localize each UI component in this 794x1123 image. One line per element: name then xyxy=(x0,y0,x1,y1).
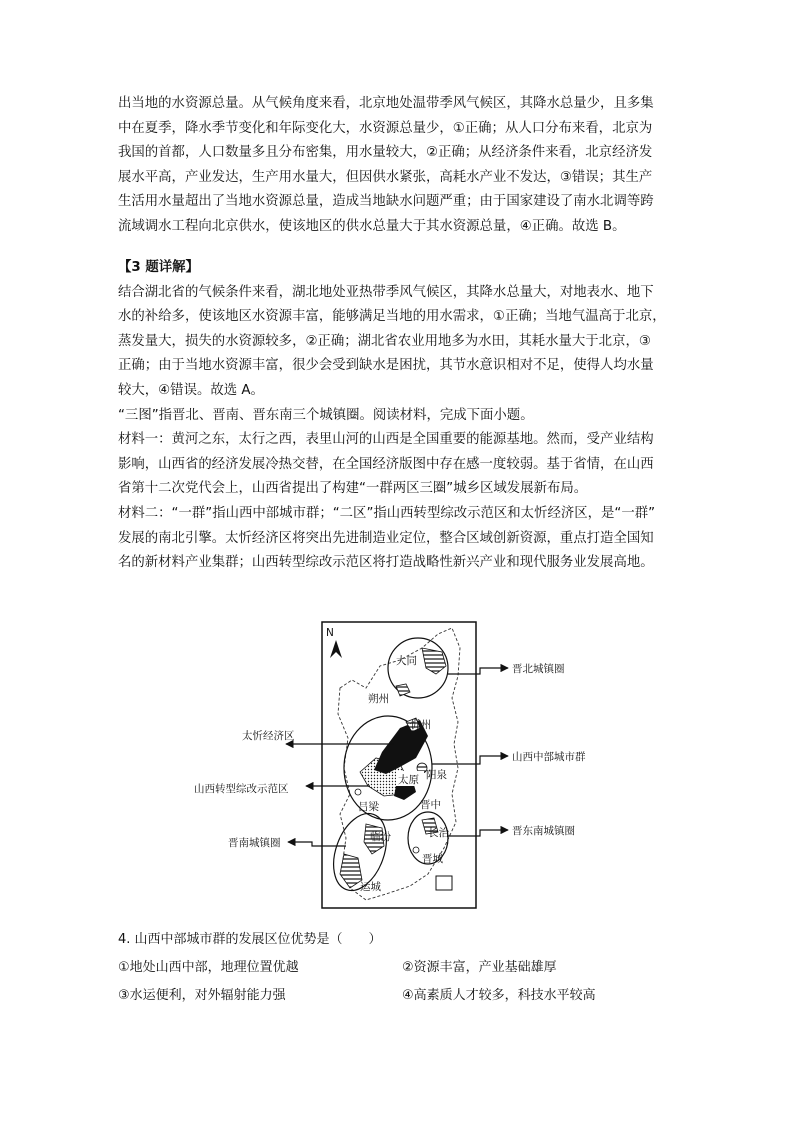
text-line: 水的补给多，使该地区水资源丰富，能够满足当地的用水需求，①正确；当地气温高于北京， xyxy=(118,309,666,325)
text-line: 影响，山西省的经济发展冷热交替，在全国经济版图中存在感一度较弱。基于省情，在山西 xyxy=(118,456,654,472)
explanation-para-1 xyxy=(118,92,678,240)
city-taiyuan: 太原 xyxy=(398,774,419,786)
text-line: 正确；由于当地水资源丰富，很少会受到缺水是困扰，其节水意识相对不足，使得人均水量 xyxy=(118,358,654,374)
north-label: N xyxy=(326,627,334,639)
city-jincheng: 晋城 xyxy=(422,853,443,865)
city-jinzhong: 晋中 xyxy=(420,799,441,811)
explanation-para-2 xyxy=(118,256,678,576)
text-line: 结合湖北省的气候条件来看，湖北地处亚热带季风气候区，其降水总量大，对地表水、地下 xyxy=(118,284,654,300)
text-line: 中在夏季，降水季节变化和年际变化大，水资源总量少，①正确；从人口分布来看，北京为 xyxy=(118,120,653,136)
option-2: ②资源丰富，产业基础雄厚 xyxy=(402,960,557,975)
city-xinzhou: 忻州 xyxy=(410,719,431,731)
city-shuozhou: 朔州 xyxy=(368,693,389,705)
text-line: 材料二：“一群”指山西中部城市群；“二区”指山西转型综改示范区和太忻经济区，是“一群” xyxy=(118,505,656,521)
city-linfen: 临汾 xyxy=(370,831,391,843)
label-central: 山西中部城市群 xyxy=(512,751,586,763)
text-line: 蒸发量大，损失的水资源较多，②正确；湖北省农业用地多为水田，其耗水量大于北京，③ xyxy=(118,333,651,349)
label-jindongnan: 晋东南城镇圈 xyxy=(512,825,575,837)
intro-text: “三图”指晋北、晋南、晋东南三个城镇圈。阅读材料，完成下面小题。 xyxy=(118,407,534,423)
text-line: 发展的南北引擎。太忻经济区将突出先进制造业定位，整合区域创新资源，重点打造全国知 xyxy=(118,530,654,546)
label-taixin: 太忻经济区 xyxy=(242,730,295,742)
text-line: 出当地的水资源总量。从气候角度来看，北京地处温带季风气候区，其降水总量少，且多集 xyxy=(118,96,654,111)
shanxi-map xyxy=(190,618,620,914)
label-jinbei: 晋北城镇圈 xyxy=(512,663,565,675)
city-changzhi: 长治 xyxy=(428,827,449,839)
text-line: 展水平高，产业发达，生产用水量大，但因供水紧张，高耗水产业不发达，③错误；其生产 xyxy=(118,169,653,185)
city-yangquan: 阳泉 xyxy=(426,769,447,781)
text-line: 省第十二次党代会上，山西省提出了构建“一群两区三圈”城乡区域发展新布局。 xyxy=(118,481,588,497)
section-heading: 【3 题详解】 xyxy=(118,260,199,275)
text-line: 较大，④错误。故选 A。 xyxy=(118,382,264,398)
city-yuncheng: 运城 xyxy=(360,881,381,893)
label-zonggai: 山西转型综改示范区 xyxy=(194,783,289,795)
text-line: 材料一：黄河之东，太行之西，表里山河的山西是全国重要的能源基地。然而，受产业结构 xyxy=(118,432,654,448)
text-line: 流域调水工程向北京供水，使该地区的供水总量大于其水资源总量，④正确。故选 B。 xyxy=(118,218,626,234)
text-line: 生活用水量超出了当地水资源总量，造成当地缺水问题严重；由于国家建设了南水北调等跨 xyxy=(118,194,654,210)
label-jinnan: 晋南城镇圈 xyxy=(228,837,281,849)
text-line: 我国的首都，人口数量多且分布密集，用水量较大，②正确；从经济条件来看，北京经济发 xyxy=(118,145,653,161)
question-stem: 4. 山西中部城市群的发展区位优势是（ ） xyxy=(118,932,382,947)
city-datong: 大同 xyxy=(396,655,417,667)
option-4: ④高素质人才较多，科技水平较高 xyxy=(402,988,596,1003)
lvliang-dot xyxy=(355,789,361,795)
option-3: ③水运便利，对外辐射能力强 xyxy=(118,988,286,1003)
option-1: ①地处山西中部，地理位置优越 xyxy=(118,960,299,975)
jincheng-dot xyxy=(413,847,419,853)
legend-square xyxy=(436,876,452,890)
city-lvliang: 吕梁 xyxy=(358,801,379,813)
text-line: 名的新材料产业集群；山西转型综改示范区将打造战略性新兴产业和现代服务业发展高地。 xyxy=(118,555,654,571)
